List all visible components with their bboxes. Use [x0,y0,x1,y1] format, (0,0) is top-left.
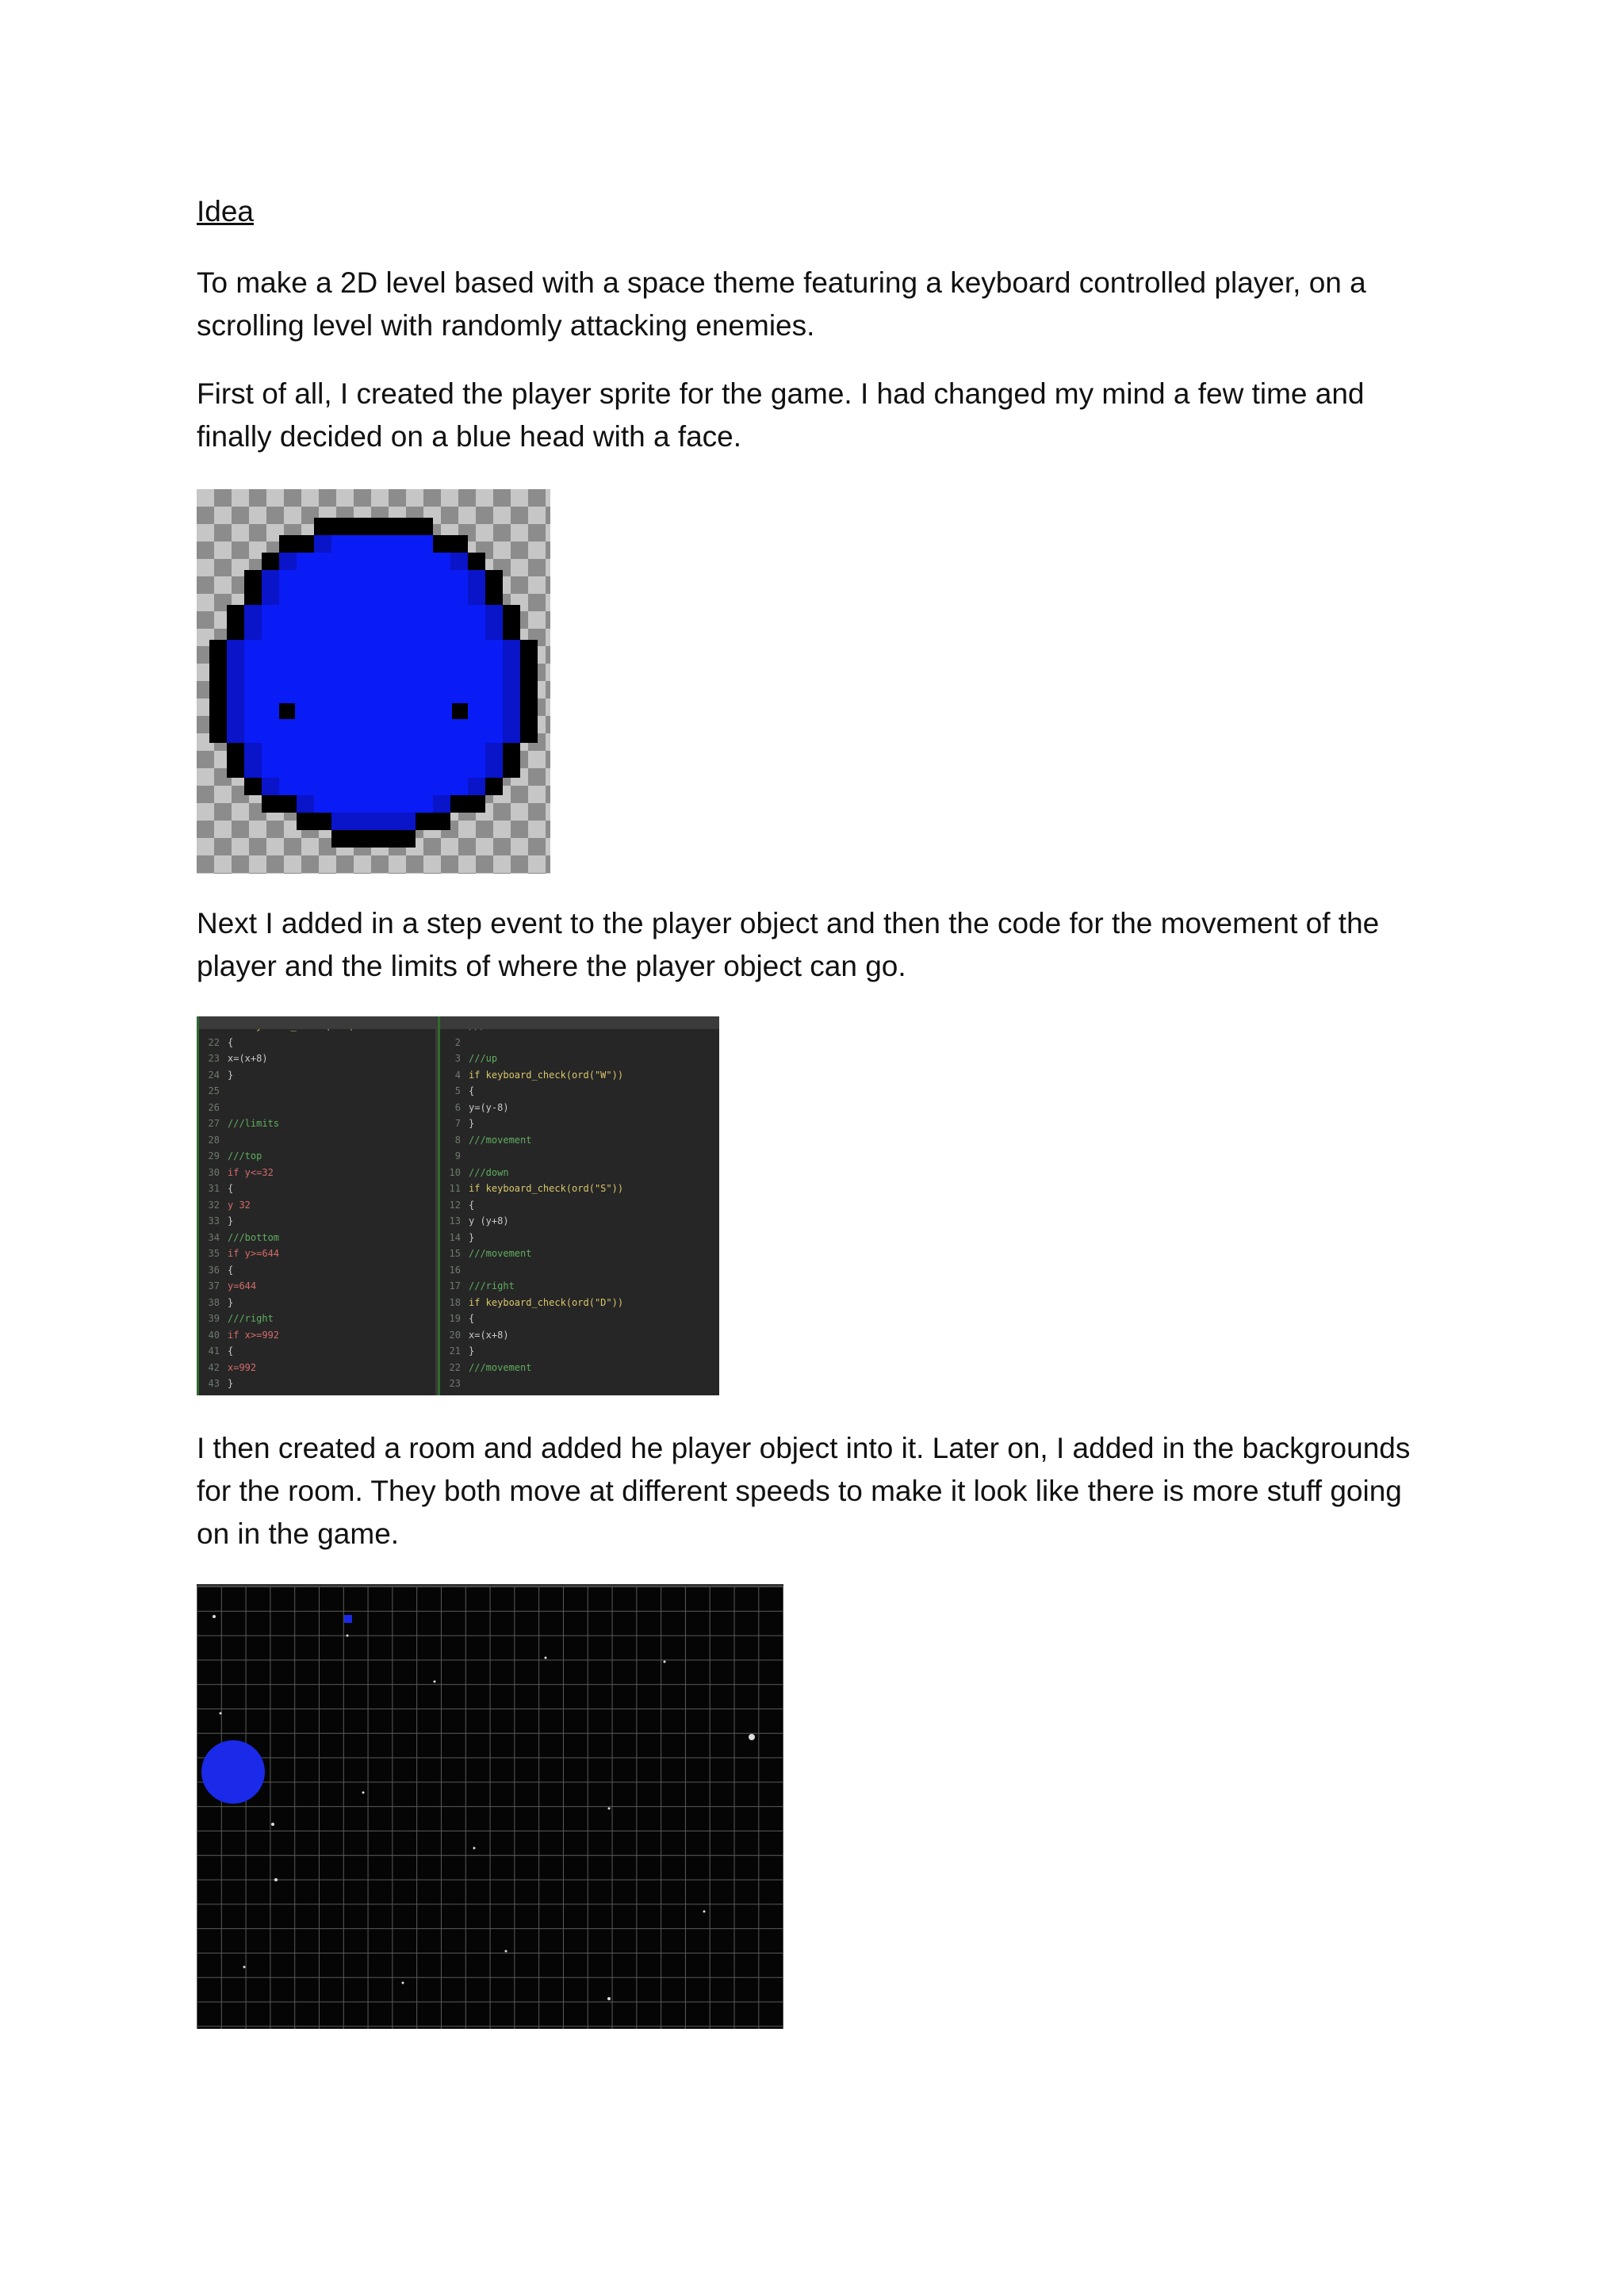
code-text: } [228,1069,234,1081]
line-number: 12 [449,1199,461,1211]
code-line [199,1295,435,1311]
line-number: 7 [454,1118,461,1130]
code-text: y=(y-8) [469,1101,509,1113]
code-line [199,1083,435,1100]
code-text: ///movement [469,1134,532,1146]
line-number: 36 [208,1264,220,1276]
paragraph-sprite: First of all, I created the player sprite for the game. I had changed my mind a few time and finally decided on a blue head with a face. [197,377,1365,453]
code-text: y=644 [228,1280,257,1292]
code-panel-limits [197,1016,435,1395]
line-number: 19 [449,1313,461,1325]
code-line [199,1050,435,1067]
code-line [440,1295,719,1311]
code-line [440,1197,719,1214]
code-line [199,1327,435,1344]
code-line [199,1311,435,1327]
room-screenshot [197,1584,783,2029]
player-sprite-image [197,489,550,874]
code-text: { [228,1036,234,1048]
line-number: 28 [208,1134,220,1146]
code-text: if y<=32 [228,1166,274,1178]
code-line [440,1083,719,1100]
section-heading: Idea [197,195,255,228]
code-text: x=(x+8) [469,1329,509,1341]
code-line [440,1181,719,1197]
code-line [440,1327,719,1344]
line-number: 30 [208,1166,220,1178]
code-line [440,1148,719,1165]
line-number: 6 [454,1101,461,1113]
code-header-bar [199,1016,435,1029]
line-number: 2 [454,1036,461,1048]
line-number: 20 [449,1329,461,1341]
code-line [199,1115,435,1132]
code-line [199,1230,435,1246]
code-line [440,1100,719,1116]
code-line [199,1262,435,1279]
code-panel-movement [438,1016,719,1395]
code-text: if x>=992 [228,1329,280,1341]
line-number: 17 [449,1280,461,1292]
code-text: if keyboard_check(ord("S")) [469,1183,624,1195]
code-text: } [469,1345,475,1357]
code-line [440,1115,719,1132]
code-line [440,1376,719,1392]
code-text: } [228,1378,234,1390]
paragraph-step-event: Next I added in a step event to the player object and then the code for the movement of the player and the limits of where the player object can go. [197,907,1380,982]
code-text: ///movement [469,1248,532,1260]
code-line [440,1165,719,1181]
code-line [199,1278,435,1295]
line-number: 42 [208,1361,220,1373]
line-number: 3 [454,1053,461,1065]
code-line [199,1165,435,1181]
line-number: 24 [208,1069,220,1081]
line-number: 10 [449,1166,461,1178]
code-text: } [469,1231,475,1243]
code-text: if y>=644 [228,1248,280,1260]
code-line [440,1067,719,1084]
line-number: 23 [208,1053,220,1065]
line-number: 31 [208,1183,220,1195]
code-line [440,1246,719,1262]
line-number: 41 [208,1345,220,1357]
code-text: ///limits [228,1118,280,1130]
line-number: 40 [208,1329,220,1341]
blue-head-sprite [197,489,550,874]
code-text: } [469,1118,475,1130]
code-text: x=(x+8) [228,1053,268,1065]
code-text: ///top [228,1150,262,1162]
enemy-marker [344,1615,352,1623]
line-number: 32 [208,1199,220,1211]
code-line [440,1132,719,1149]
line-number: 14 [449,1231,461,1243]
code-text: ///right [228,1313,274,1325]
code-line [440,1360,719,1376]
line-number: 8 [454,1134,461,1146]
code-text: if keyboard_check(ord("W")) [469,1069,624,1081]
stars [213,1615,755,2000]
code-text: { [228,1183,234,1195]
code-text: if keyboard_check(ord("D")) [469,1296,624,1308]
line-number: 25 [208,1085,220,1097]
line-number: 22 [449,1361,461,1373]
code-line [199,1376,435,1392]
line-number: 11 [449,1183,461,1195]
line-number: 22 [208,1036,220,1048]
code-text: } [228,1296,234,1308]
code-text: ///down [469,1166,509,1178]
code-line [199,1246,435,1262]
code-text: { [469,1313,475,1325]
code-text: { [228,1345,234,1357]
code-text: { [469,1199,475,1211]
room-scene [197,1586,783,2029]
code-text: { [228,1264,234,1276]
paragraph-room: I then created a room and added he player object into it. Later on, I added in the backgrounds for the room. They both move at different speeds to make it look like there is more stuff going on in the game. [197,1432,1411,1550]
code-line [199,1343,435,1360]
code-line [199,1100,435,1116]
code-text: y (y+8) [469,1215,509,1227]
code-line [199,1132,435,1149]
code-text: x=992 [228,1361,257,1373]
code-line [199,1213,435,1230]
line-number: 27 [208,1118,220,1130]
code-text: y 32 [228,1199,251,1211]
line-number: 34 [208,1231,220,1243]
code-line [199,1360,435,1376]
line-number: 39 [208,1313,220,1325]
code-line [199,1197,435,1214]
line-number: 9 [454,1150,461,1162]
player-object [201,1740,265,1804]
code-line [440,1278,719,1295]
code-line [199,1035,435,1051]
line-number: 38 [208,1296,220,1308]
line-number: 37 [208,1280,220,1292]
code-text: ///up [469,1053,498,1065]
line-number: 16 [449,1264,461,1276]
code-line [199,1067,435,1084]
line-number: 35 [208,1248,220,1260]
code-line [440,1050,719,1067]
code-text: ///right [469,1280,515,1292]
code-line [199,1148,435,1165]
left-eye [279,703,295,719]
code-text: ///bottom [228,1231,280,1243]
line-number: 15 [449,1248,461,1260]
player-face [244,535,503,813]
paragraph-idea: To make a 2D level based with a space theme featuring a keyboard controlled player, on a scrolling level with randomly attacking enemies. [197,266,1366,342]
code-line [440,1311,719,1327]
code-text: ///movement [469,1361,532,1373]
line-number: 21 [449,1345,461,1357]
code-header-bar [440,1016,719,1029]
code-text: { [469,1085,475,1097]
line-number: 26 [208,1101,220,1113]
code-line [440,1035,719,1051]
code-line [440,1343,719,1360]
line-number: 33 [208,1215,220,1227]
code-text: } [228,1215,234,1227]
line-number: 18 [449,1296,461,1308]
code-screenshot [197,1016,717,1395]
line-number: 29 [208,1150,220,1162]
code-line [440,1262,719,1279]
code-line [199,1181,435,1197]
line-number: 5 [454,1085,461,1097]
line-number: 13 [449,1215,461,1227]
code-line [440,1213,719,1230]
code-line [440,1230,719,1246]
line-number: 23 [449,1378,461,1390]
line-number: 43 [208,1378,220,1390]
right-eye [452,703,468,719]
line-number: 4 [454,1069,461,1081]
